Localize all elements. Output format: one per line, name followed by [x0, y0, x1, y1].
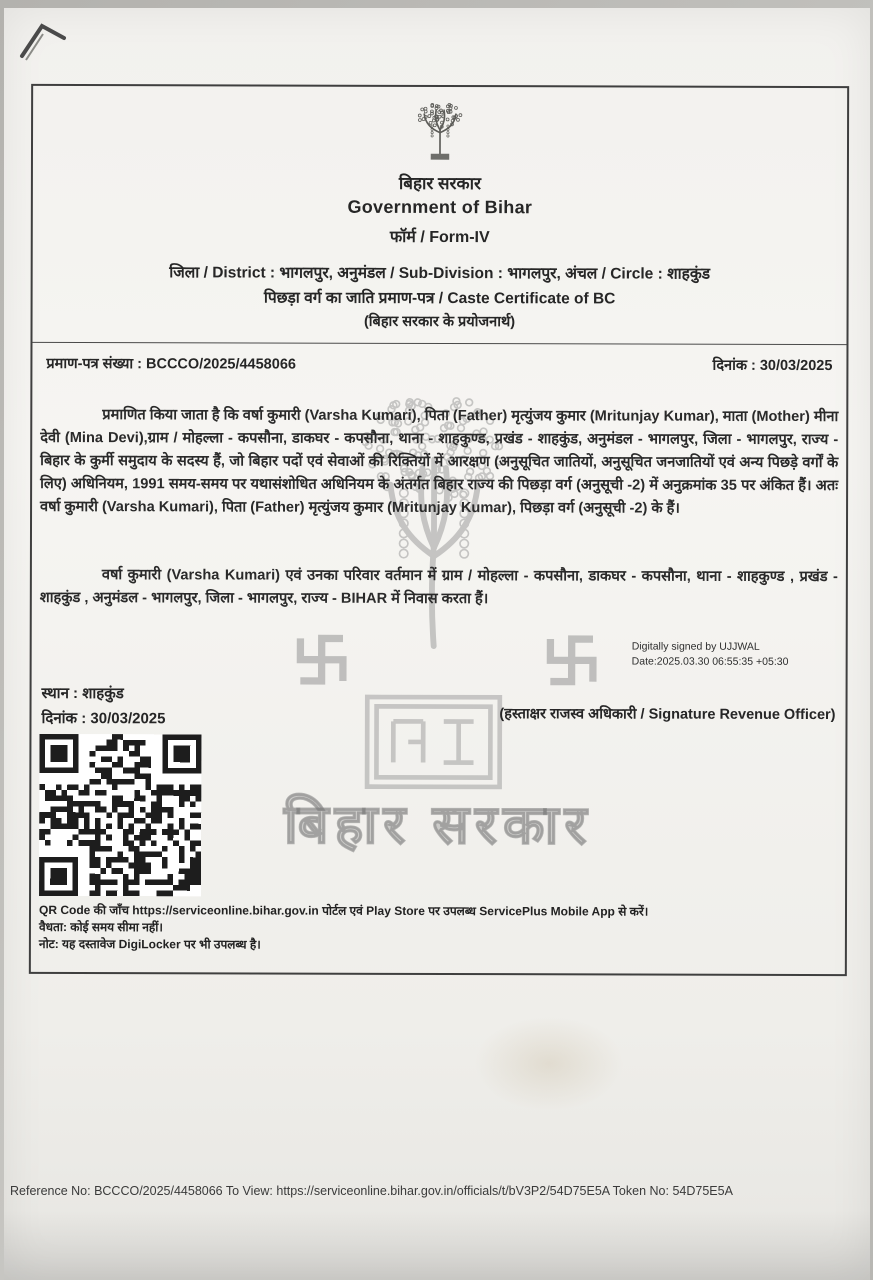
digital-signature-line2: Date:2025.03.30 06:55:35 +05:30 [631, 655, 789, 669]
digilocker-note: नोट: यह दस्तावेज DigiLocker पर भी उपलब्ध है। [38, 936, 261, 952]
signature-date-line: दिनांक : 30/03/2025 [41, 709, 166, 728]
digital-signature-note [632, 640, 847, 671]
certificate-content [31, 86, 847, 974]
certificate-body-para1: प्रमाणित किया जाता है कि वर्षा कुमारी (Varsha Kumari), पिता (Father) मृत्युंजय कुमार (Mritunjay Kumar), माता (Mother) मीना देवी (Mina Devi),ग्राम / मोहल्ला - कपसौना, डाकघर - कपसौना, थाना - शाहकुण्ड, प्रखंड - शाहकुंड, अनुमंडल - भागलपुर, जिला - भागलपुर, राज्य - बिहार के कुर्मी समुदाय के सदस्य हैं, जो बिहार पदों एवं सेवाओं की रिक्तियों में आरक्षण (अनुसूचित जातियों, अनुसूचित जनजातियों एवं अन्य पिछड़े वर्गों के लिए) अधिनियम, 1991 समय-समय पर यथासंशोधित अधिनियम के अंतर्गत बिहार राज्य की पिछड़ा वर्ग (अनुसूची -2) में अनुक्रमांक 35 पर अंकित हैं। अतः वर्षा कुमारी (Varsha Kumari), पिता (Father) मृत्युंजय कुमार (Mritunjay Kumar), पिछड़ा वर्ग (अनुसूची -2) के हैं। [40, 407, 839, 517]
certificate-frame [29, 84, 849, 976]
district-line: जिला / District : भागलपुर, अनुमंडल / Sub-Division : भागलपुर, अंचल / Circle : शाहकुंड [169, 264, 711, 283]
paper [4, 8, 870, 1280]
qr-code [39, 734, 201, 896]
place-line: स्थान : शाहकुंड [41, 684, 124, 703]
certificate-number-row [46, 353, 832, 375]
certificate-title: पिछड़ा वर्ग का जाति प्रमाण-पत्र / Caste Certificate of BC [263, 289, 616, 308]
header-divider [32, 342, 846, 345]
bihar-emblem-icon [407, 93, 473, 167]
form-number: फॉर्म / Form-IV [389, 228, 490, 247]
certificate-body-para2: वर्षा कुमारी (Varsha Kumari) एवं उनका परिवार वर्तमान में ग्राम / मोहल्ला - कपसौना, डाकघर - कपसौना, थाना - शाहकुण्ड , प्रखंड - शाहकुंड , अनुमंडल - भागलपुर, जिला - भागलपुर, राज्य - BIHAR में निवास करता हैं। [39, 567, 838, 608]
footer-reference: Reference No: BCCCO/2025/4458066 To View: https://serviceonline.bihar.gov.in/officials/t/bV3P2/54D75E5A Token No: 54D75E5A [10, 1184, 733, 1198]
validity-note: वैधता: कोई समय सीमा नहीं। [38, 919, 163, 935]
purpose-line: (बिहार सरकार के प्रयोजनार्थ) [363, 313, 516, 331]
certificate-number: प्रमाण-पत्र संख्या : BCCCO/2025/4458066 [46, 355, 296, 373]
org-name-hindi: बिहार सरकार [398, 173, 481, 194]
org-name-english: Government of Bihar [347, 196, 533, 218]
watermark-text: बिहार सरकार [283, 794, 593, 856]
footer-notes [39, 902, 837, 955]
issue-date: दिनांक : 30/03/2025 [712, 357, 833, 375]
corner-fold-mark [16, 18, 72, 64]
signature-officer-line: (हस्ताक्षर राजस्व अधिकारी / Signature Revenue Officer) [499, 706, 836, 724]
qr-note: QR Code की जाँच https://serviceonline.bihar.gov.in पोर्टल एवं Play Store पर उपलब्ध ServicePlus Mobile App से करें। [38, 902, 649, 919]
paper-stain [474, 1016, 624, 1111]
digital-signature-line1: Digitally signed by UJJWAL [631, 640, 760, 653]
